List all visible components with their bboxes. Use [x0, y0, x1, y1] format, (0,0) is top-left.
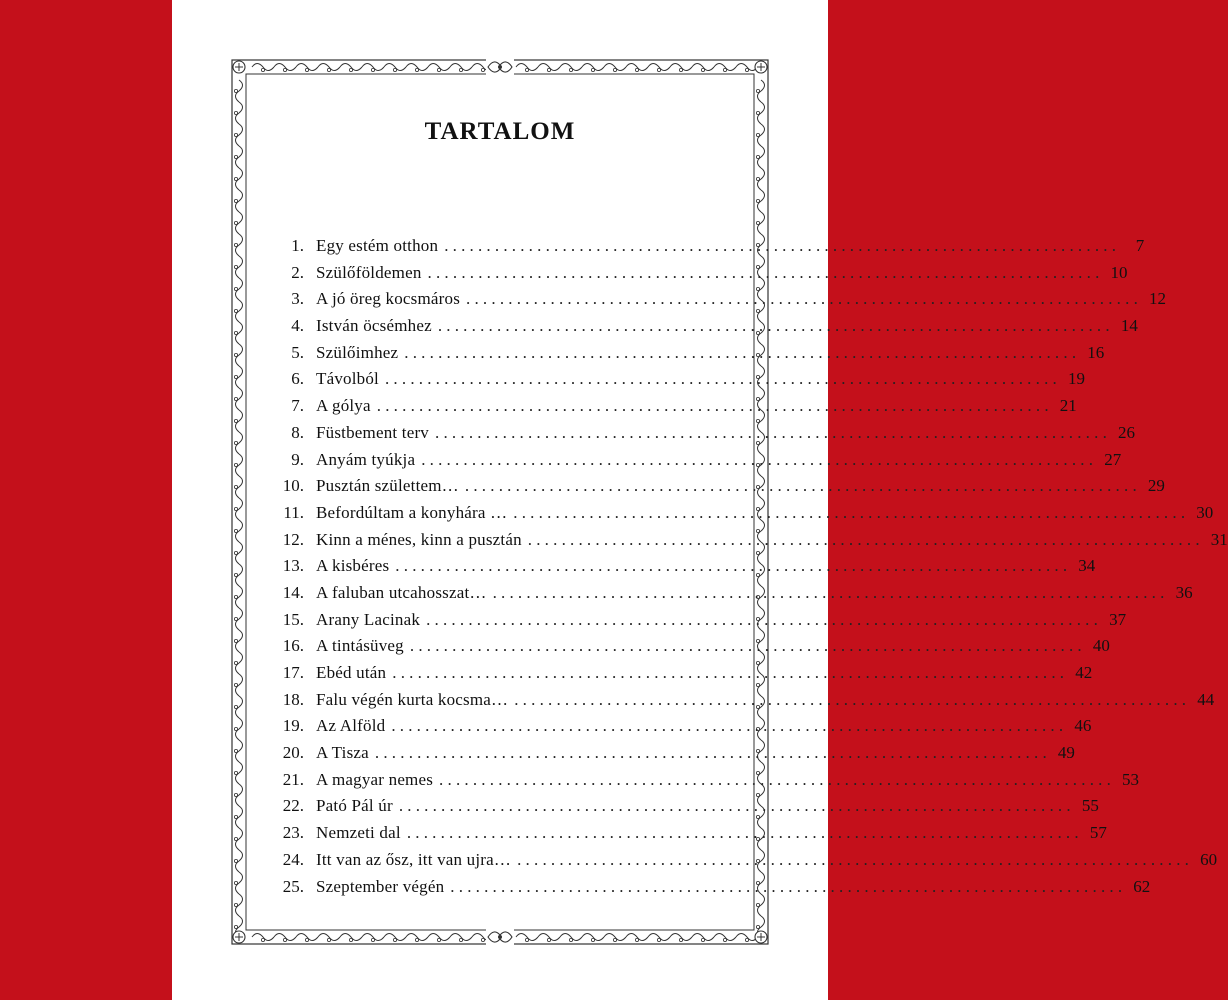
- toc-dot-leader: ................................................................................: [409, 636, 1086, 656]
- toc-dot-leader: ................................................................................: [406, 823, 1083, 843]
- toc-entry-title: Szülőföldemen: [316, 262, 422, 282]
- toc-entry-title: Ebéd után: [316, 663, 387, 682]
- toc-entry-page: 21: [1059, 396, 1077, 416]
- toc-entry-page: 55: [1081, 796, 1099, 816]
- toc-dot-leader: ................................................................................: [391, 716, 1068, 736]
- toc-dot-leader: ................................................................................: [404, 342, 1081, 362]
- toc-entry: [272, 422, 1136, 450]
- toc-entry: [272, 849, 1218, 877]
- toc-dot-leader: ................................................................................: [517, 849, 1194, 869]
- toc-dot-leader: ................................................................................: [450, 876, 1127, 896]
- toc-entry-page: 36: [1175, 582, 1193, 602]
- toc-entry: [272, 609, 1127, 637]
- toc-entry: [272, 582, 1193, 610]
- toc-dot-leader: ................................................................................: [435, 422, 1112, 442]
- toc-entry-title: Anyám tyúkja: [316, 449, 416, 469]
- toc-entry-title: Az Alföld: [316, 716, 386, 736]
- toc-entry: [272, 716, 1092, 743]
- toc-entry-title: Itt van az ősz, itt van ujra…: [316, 849, 512, 869]
- toc-entry-title: Arany Lacinak: [316, 609, 421, 629]
- toc-entry-title: Befordúltam a konyhára …: [316, 502, 508, 522]
- toc-entry: [272, 369, 1085, 396]
- toc-dot-leader: ................................................................................: [444, 236, 1121, 255]
- toc-entry: [272, 663, 1093, 690]
- toc-entry: [272, 689, 1215, 717]
- toc-entry-number: 12.: [282, 529, 304, 549]
- toc-entry: [272, 556, 1096, 583]
- toc-entry-title: Kinn a ménes, kinn a pusztán: [316, 529, 522, 549]
- toc-entry-number: 16.: [282, 636, 304, 656]
- toc-entry: [272, 823, 1107, 850]
- toc-entry-title: A jó öreg kocsmáros: [316, 289, 461, 309]
- toc-entry-page: 16: [1087, 342, 1105, 362]
- toc-entry-number: 2.: [291, 262, 304, 282]
- toc-entry-title: Füstbement terv: [316, 422, 430, 442]
- toc-entry-number: 21.: [282, 769, 304, 789]
- toc-entry-title: Falu végén kurta kocsma…: [316, 689, 509, 709]
- toc-entry-page: 42: [1075, 663, 1093, 682]
- toc-entry-number: 19.: [282, 716, 304, 736]
- toc-dot-leader: ................................................................................: [374, 743, 1051, 763]
- toc-entry-number: 14.: [282, 582, 304, 602]
- toc-entry-page: 44: [1197, 689, 1215, 709]
- toc-entry-title: A magyar nemes: [316, 769, 434, 789]
- toc-entry-title: Szülőimhez: [316, 342, 399, 362]
- toc-entry-number: 15.: [282, 609, 304, 629]
- toc-entry-number: 9.: [291, 449, 304, 469]
- toc-entry: [272, 796, 1099, 823]
- toc-entry: [272, 449, 1122, 477]
- toc-dot-leader: ................................................................................: [398, 796, 1075, 816]
- toc-entry-number: 20.: [282, 743, 304, 763]
- toc-entry-number: 23.: [282, 823, 304, 843]
- toc-entry: [272, 262, 1128, 290]
- toc-entry-number: 18.: [282, 689, 304, 709]
- toc-entry-page: 14: [1120, 316, 1138, 336]
- toc-entry-page: 57: [1089, 823, 1107, 843]
- toc-entry-title: A Tisza: [316, 743, 369, 763]
- toc-entry-page: 27: [1104, 449, 1122, 469]
- toc-entry-number: 1.: [291, 236, 304, 255]
- toc-entry-page: 34: [1078, 556, 1096, 576]
- toc-dot-leader: ................................................................................: [437, 316, 1114, 336]
- toc-entry: [272, 743, 1075, 770]
- table-of-contents: [272, 236, 1228, 903]
- toc-entry-page: 10: [1110, 262, 1128, 282]
- toc-dot-leader: ................................................................................: [376, 396, 1053, 416]
- book-page: [172, 0, 1228, 1000]
- toc-entry-page: 53: [1122, 769, 1140, 789]
- toc-entry: [272, 636, 1110, 663]
- toc-entry-title: Távolból: [316, 369, 379, 389]
- toc-entry: [272, 769, 1140, 797]
- toc-entry-number: 4.: [291, 316, 304, 336]
- toc-dot-leader: ................................................................................: [392, 663, 1069, 682]
- toc-entry-title: István öcsémhez: [316, 316, 432, 336]
- toc-entry: [272, 529, 1228, 557]
- toc-dot-leader: ................................................................................: [492, 582, 1169, 602]
- toc-entry-number: 11.: [283, 502, 304, 522]
- toc-entry-title: A tintásüveg: [316, 636, 404, 656]
- toc-entry-number: 6.: [291, 369, 304, 389]
- toc-entry-page: 49: [1057, 743, 1075, 763]
- toc-entry-page: 46: [1074, 716, 1092, 736]
- toc-entry-number: 24.: [282, 849, 304, 869]
- toc-entry-number: 3.: [291, 289, 304, 309]
- toc-entry: [272, 316, 1138, 343]
- toc-entry-number: 8.: [291, 422, 304, 442]
- toc-entry-title: A kisbéres: [316, 556, 390, 576]
- toc-entry-title: Szeptember végén: [316, 876, 445, 896]
- toc-dot-leader: ................................................................................: [464, 476, 1141, 496]
- toc-entry-title: Nemzeti dal: [316, 823, 401, 843]
- toc-entry-title: Pató Pál úr: [316, 796, 393, 816]
- toc-dot-leader: ................................................................................: [466, 289, 1143, 309]
- toc-entry-number: 25.: [282, 876, 304, 896]
- toc-entry-number: 10.: [282, 476, 304, 496]
- toc-entry: [272, 476, 1165, 503]
- page-title: TARTALOM: [424, 118, 576, 145]
- toc-entry-page: 40: [1092, 636, 1110, 656]
- toc-entry-number: 17.: [282, 663, 304, 682]
- toc-dot-leader: ................................................................................: [527, 529, 1204, 549]
- toc-entry-page: 19: [1067, 369, 1085, 389]
- toc-dot-leader: ................................................................................: [439, 769, 1116, 789]
- toc-entry: [272, 342, 1105, 370]
- toc-entry-number: 5.: [291, 342, 304, 362]
- toc-entry-number: 22.: [282, 796, 304, 816]
- toc-entry-page: 26: [1118, 422, 1136, 442]
- toc-dot-leader: ................................................................................: [384, 369, 1061, 389]
- toc-dot-leader: ................................................................................: [426, 609, 1103, 629]
- toc-entry-page: 7: [1135, 236, 1145, 255]
- toc-entry-number: 7.: [291, 396, 304, 416]
- toc-entry-page: 31: [1210, 529, 1228, 549]
- toc-entry-page: 37: [1109, 609, 1127, 629]
- toc-entry-page: 62: [1133, 876, 1151, 896]
- toc-entry-number: 13.: [282, 556, 304, 576]
- toc-dot-leader: ................................................................................: [513, 502, 1190, 522]
- toc-entry: [272, 502, 1214, 530]
- toc-entry-title: Pusztán születtem…: [316, 476, 459, 496]
- toc-entry: [272, 236, 1145, 263]
- toc-entry-page: 30: [1196, 502, 1214, 522]
- toc-entry: [272, 396, 1077, 423]
- toc-dot-leader: ................................................................................: [427, 262, 1104, 282]
- toc-entry-title: A faluban utcahosszat…: [316, 582, 487, 602]
- toc-entry: [272, 289, 1167, 316]
- toc-entry-title: Egy estém otthon: [316, 236, 439, 255]
- toc-dot-leader: ................................................................................: [395, 556, 1072, 576]
- toc-entry-title: A gólya: [316, 396, 371, 416]
- toc-entry: [272, 876, 1151, 904]
- toc-entry-page: 60: [1200, 849, 1218, 869]
- toc-dot-leader: ................................................................................: [514, 689, 1191, 709]
- toc-entry-page: 12: [1149, 289, 1167, 309]
- toc-dot-leader: ................................................................................: [421, 449, 1098, 469]
- toc-entry-page: 29: [1147, 476, 1165, 496]
